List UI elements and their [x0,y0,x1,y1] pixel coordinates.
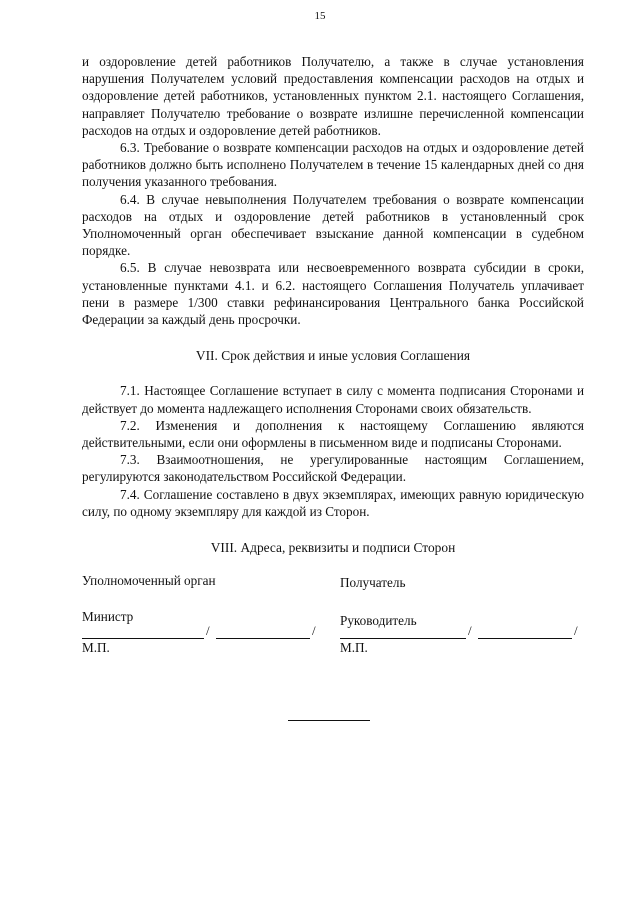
paragraph-6-3: 6.3. Требование о возврате компенсации расходов на отдых и оздоровление детей работников должно быть исполнено Получателем в течение 15 календарных дней со дня получения указанного требования. [82,140,584,190]
stamp-place: М.П. [340,640,368,656]
paragraph-7-2: 7.2. Изменения и дополнения к настоящему Соглашению являются действительными, если они оформлены в письменном виде и подписаны Сторонами. [82,417,584,451]
paragraph-7-4: 7.4. Соглашение составлено в двух экземплярах, имеющих равную юридическую силу, по одному экземпляру для каждой из Сторон. [82,486,584,519]
name-line [216,638,310,639]
section-8-heading: VIII. Адреса, реквизиты и подписи Сторон [210,540,456,556]
paragraph-6-2-continuation: и оздоровление детей работников Получателю, а также в случае установления нарушения Получателем условий предоставления компенсации расходов на отдых и оздоровление детей работников, установленных пунктом 2.1. настоящего Соглашения, направляет Получателю требование о возврате излишне перечисленной компенсации расходов на отдых и оздоровление детей работников. [82,54,584,138]
document-body [82,53,584,692]
stamp-place: М.П. [82,640,110,656]
signature-block [82,572,584,692]
signature-slash-end: / [312,623,316,639]
party-recipient: Получатель [340,575,406,591]
role-minister: Министр [82,609,134,625]
signature-slash: / [206,623,210,639]
role-head: Руководитель [340,613,417,629]
signature-slash-end: / [574,623,578,639]
paragraph-7-1: 7.1. Настоящее Соглашение вступает в силу с момента подписания Сторонами и действует до момента надлежащего исполнения Сторонами своих обязательств. [82,383,584,416]
paragraph-6-5: 6.5. В случае невозврата или несвоевременного возврата субсидии в сроки, установленные пунктами 4.1. и 6.2. настоящего Соглашения Получатель уплачивает пени в размере 1/300 ставки рефинансирования Центрального банка Российской Федерации за каждый день просрочки. [82,260,584,328]
paragraph-7-3: 7.3. Взаимоотношения, не урегулированные настоящим Соглашением, регулируются законодательством Российской Федерации. [82,452,584,485]
section-7-heading: VII. Срок действия и иные условия Соглашения [195,348,471,364]
signature-slash: / [468,623,472,639]
page-number: 15 [314,10,326,22]
paragraph-6-4: 6.4. В случае невыполнения Получателем требования о возврате компенсации расходов на отдых и оздоровление детей работников в установленный срок Уполномоченный орган обеспечивает взыскание данной компенсации в судебном порядке. [82,191,584,259]
end-of-text-rule [288,720,370,721]
name-line [478,638,572,639]
party-authorized-body: Уполномоченный орган [82,573,216,589]
